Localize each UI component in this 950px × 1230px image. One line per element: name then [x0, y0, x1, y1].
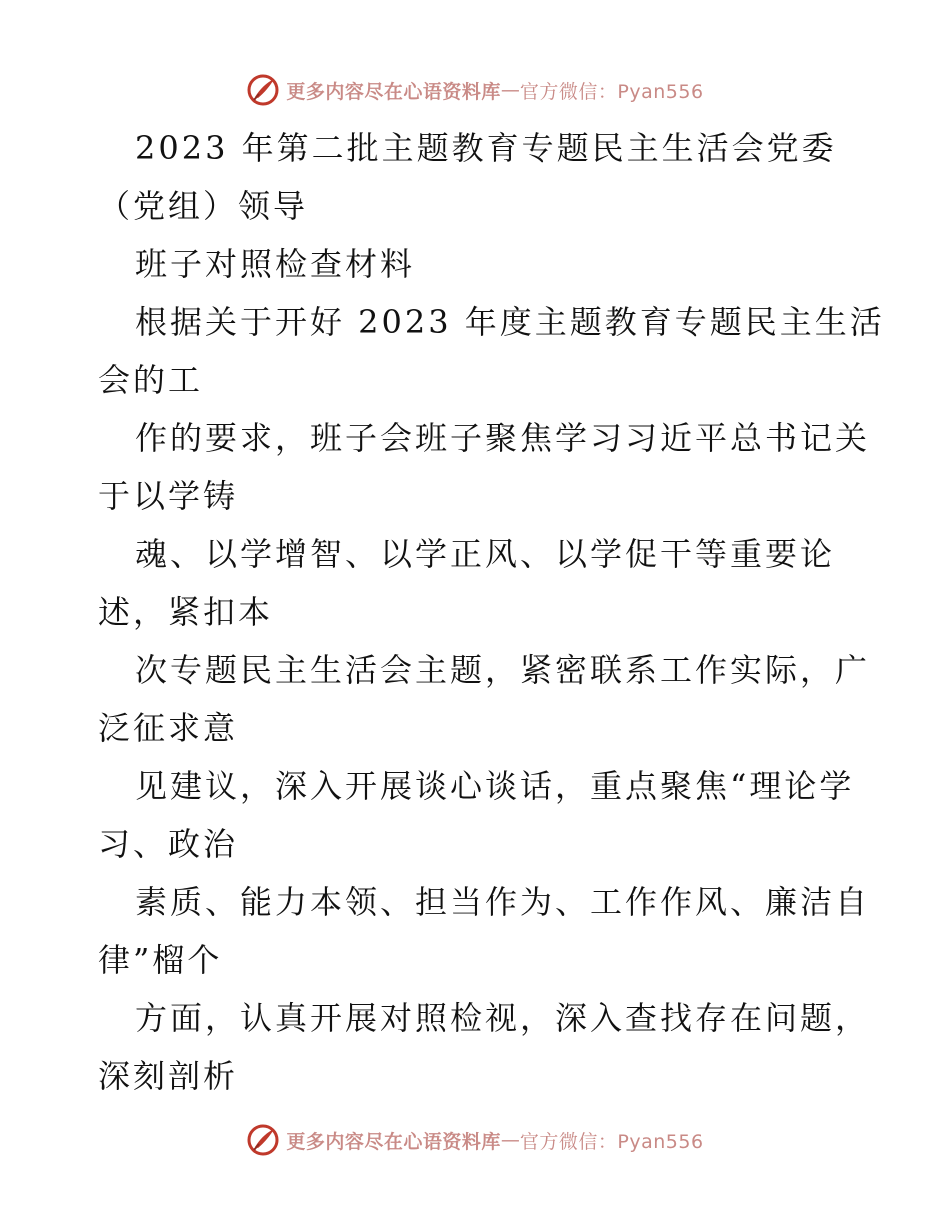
paragraph-line: 见建议，深入开展谈心谈话，重点聚焦“理论学 [135, 767, 855, 805]
banner-contact: 官方微信：Pyan556 [519, 1130, 704, 1153]
paragraph-line: 深刻剖析 [98, 1057, 239, 1095]
paragraph-line: 素质、能力本领、担当作为、工作作风、廉洁自 [135, 883, 871, 921]
banner-dash: — [500, 79, 520, 101]
banner-title: 更多内容尽在心语资料库 [286, 1130, 501, 1153]
paragraph-line: 于以学铸 [98, 477, 239, 515]
paragraph-line: 泛征求意 [98, 709, 239, 747]
title-line-1: 2023 年第二批主题教育专题民主生活会党委 [135, 129, 837, 167]
paragraph-line: 魂、以学增智、以学正风、以学促干等重要论 [135, 535, 836, 573]
paragraph-line: 会的工 [98, 361, 204, 399]
banner-dash: — [500, 1129, 520, 1151]
paragraph-line: 律”榴个 [98, 941, 223, 979]
header-banner [0, 70, 950, 110]
quill-logo-icon [246, 73, 280, 107]
paragraph-line: 根据关于开好 2023 年度主题教育专题民主生活 [135, 303, 885, 341]
banner-title: 更多内容尽在心语资料库 [286, 80, 501, 103]
quill-logo-icon [246, 1123, 280, 1157]
title-line-2: （党组）领导 [98, 187, 309, 225]
title-line-3: 班子对照检查材料 [135, 245, 416, 283]
footer-banner [0, 1120, 950, 1160]
paragraph-line: 述，紧扣本 [98, 593, 274, 631]
paragraph-line: 习、政治 [98, 825, 239, 863]
paragraph-line: 次专题民主生活会主题，紧密联系工作实际，广 [135, 651, 871, 689]
banner-contact: 官方微信：Pyan556 [519, 80, 704, 103]
paragraph-line: 方面，认真开展对照检视，深入查找存在问题， [135, 999, 871, 1037]
paragraph-line: 作的要求，班子会班子聚焦学习习近平总书记关 [135, 419, 871, 457]
